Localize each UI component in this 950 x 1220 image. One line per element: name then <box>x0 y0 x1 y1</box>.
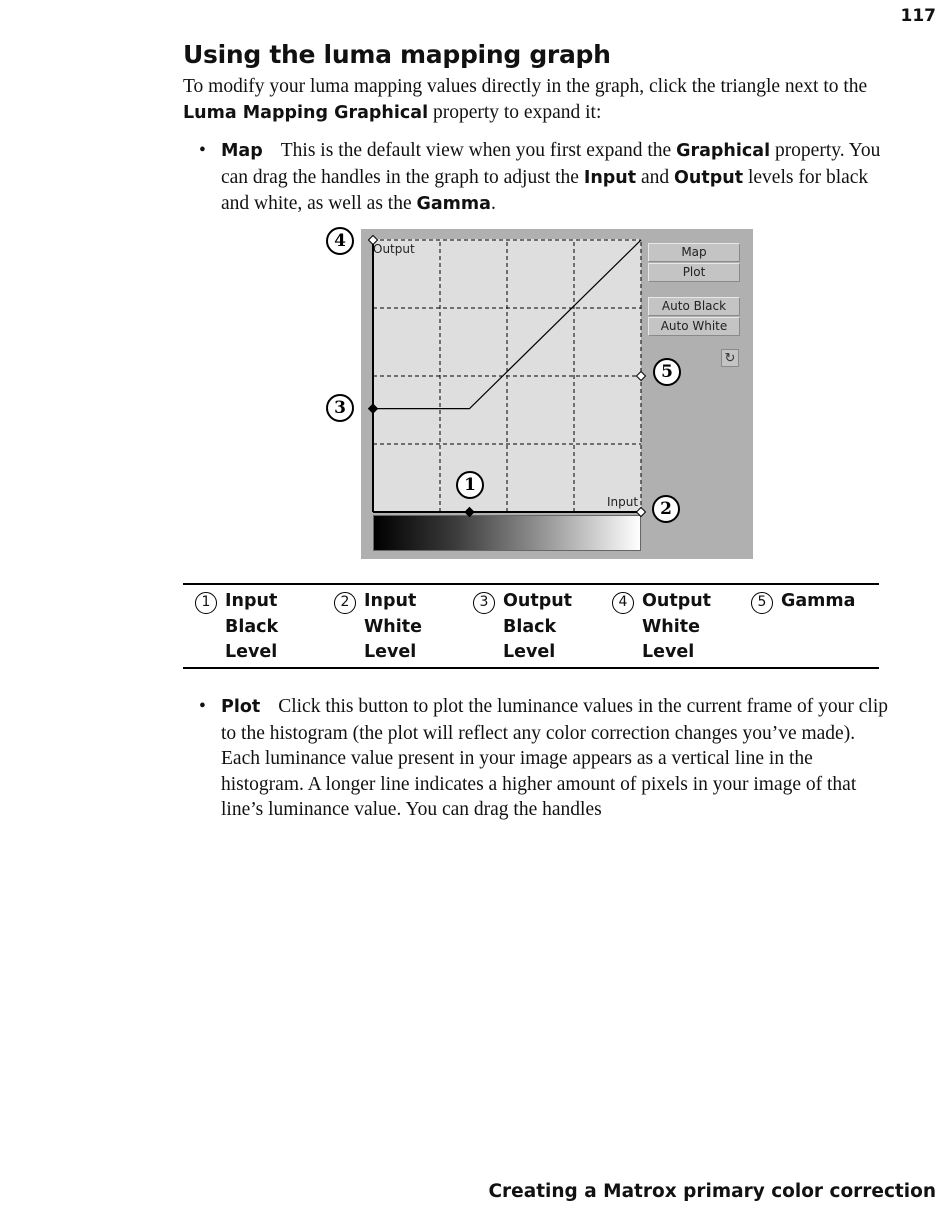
luma-curve-svg <box>320 226 756 562</box>
reset-icon[interactable]: ↻ <box>721 349 739 367</box>
intro-paragraph <box>183 74 883 126</box>
bullet-map <box>199 138 889 218</box>
luma-mapping-figure <box>320 226 756 562</box>
bullet-plot-label: Plot <box>221 697 261 717</box>
bullet-plot <box>199 694 889 823</box>
bullet-map-bold-input: Input <box>583 167 637 188</box>
legend-label: Output White Level <box>642 591 712 662</box>
callout-1: 1 <box>456 471 484 499</box>
gamma-handle[interactable] <box>637 372 646 381</box>
bullet-map-bold-output: Output <box>674 167 744 188</box>
legend-label: Output Black Level <box>503 591 573 662</box>
legend-label: Input Black Level <box>225 591 279 662</box>
output-black-handle[interactable] <box>369 404 378 413</box>
bullet-map-text-4: levels for black and white, as well as the <box>221 166 869 214</box>
bullet-map-label: Map <box>221 141 263 161</box>
legend-label: Gamma <box>781 591 856 611</box>
output-axis-label: Output <box>373 242 415 256</box>
auto-black-button[interactable]: Auto Black <box>648 297 740 316</box>
input-axis-label: Input <box>607 495 639 509</box>
bullet-map-text-5: . <box>490 193 496 214</box>
legend-number: 3 <box>473 592 495 614</box>
intro-text-1: To modify your luma mapping values directly in the graph, click the triangle next to the <box>183 76 868 97</box>
legend-number: 5 <box>751 592 773 614</box>
callout-legend-table <box>183 583 879 669</box>
bullet-map-bold-graphical: Graphical <box>676 141 771 161</box>
section-heading: Using the luma mapping graph <box>183 40 611 69</box>
callout-4: 4 <box>326 227 354 255</box>
callout-3: 3 <box>326 394 354 422</box>
output-white-handle[interactable] <box>369 236 378 245</box>
bullet-map-text-3: and <box>636 166 675 188</box>
plot-button[interactable]: Plot <box>648 263 740 282</box>
map-button[interactable]: Map <box>648 243 740 262</box>
legend-number: 2 <box>334 592 356 614</box>
bullet-dot: • <box>199 140 206 161</box>
input-white-handle[interactable] <box>637 508 646 517</box>
legend-number: 1 <box>195 592 217 614</box>
auto-white-button[interactable]: Auto White <box>648 317 740 336</box>
input-black-handle[interactable] <box>465 508 474 517</box>
legend-label: Input White Level <box>364 591 422 662</box>
bullet-dot: • <box>199 696 206 717</box>
legend-number: 4 <box>612 592 634 614</box>
callout-2: 2 <box>652 495 680 523</box>
bullet-map-bold-gamma: Gamma <box>416 194 491 214</box>
callout-5: 5 <box>653 358 681 386</box>
bullet-map-text-1: This is the default view when you first expand the <box>280 140 677 161</box>
bullet-map-text-2: property. You can drag the handles in the graph to adjust the <box>221 140 881 188</box>
graph-grid <box>373 240 641 512</box>
intro-text-2: property to expand it: <box>428 101 602 123</box>
bullet-plot-text: Click this button to plot the luminance values in the current frame of your clip to the histogram (the plot will reflect any color correction changes you’ve made). Each luminance value present in your image appears as a vertical line in the histogram. A longer line indicates a higher amount of pixels in your image of that line’s luminance value. You can drag the handles <box>221 696 888 820</box>
page-footer: Creating a Matrox primary color correction <box>488 1181 936 1202</box>
intro-bold-property: Luma Mapping Graphical <box>183 102 429 123</box>
page-number: 117 <box>900 6 936 26</box>
